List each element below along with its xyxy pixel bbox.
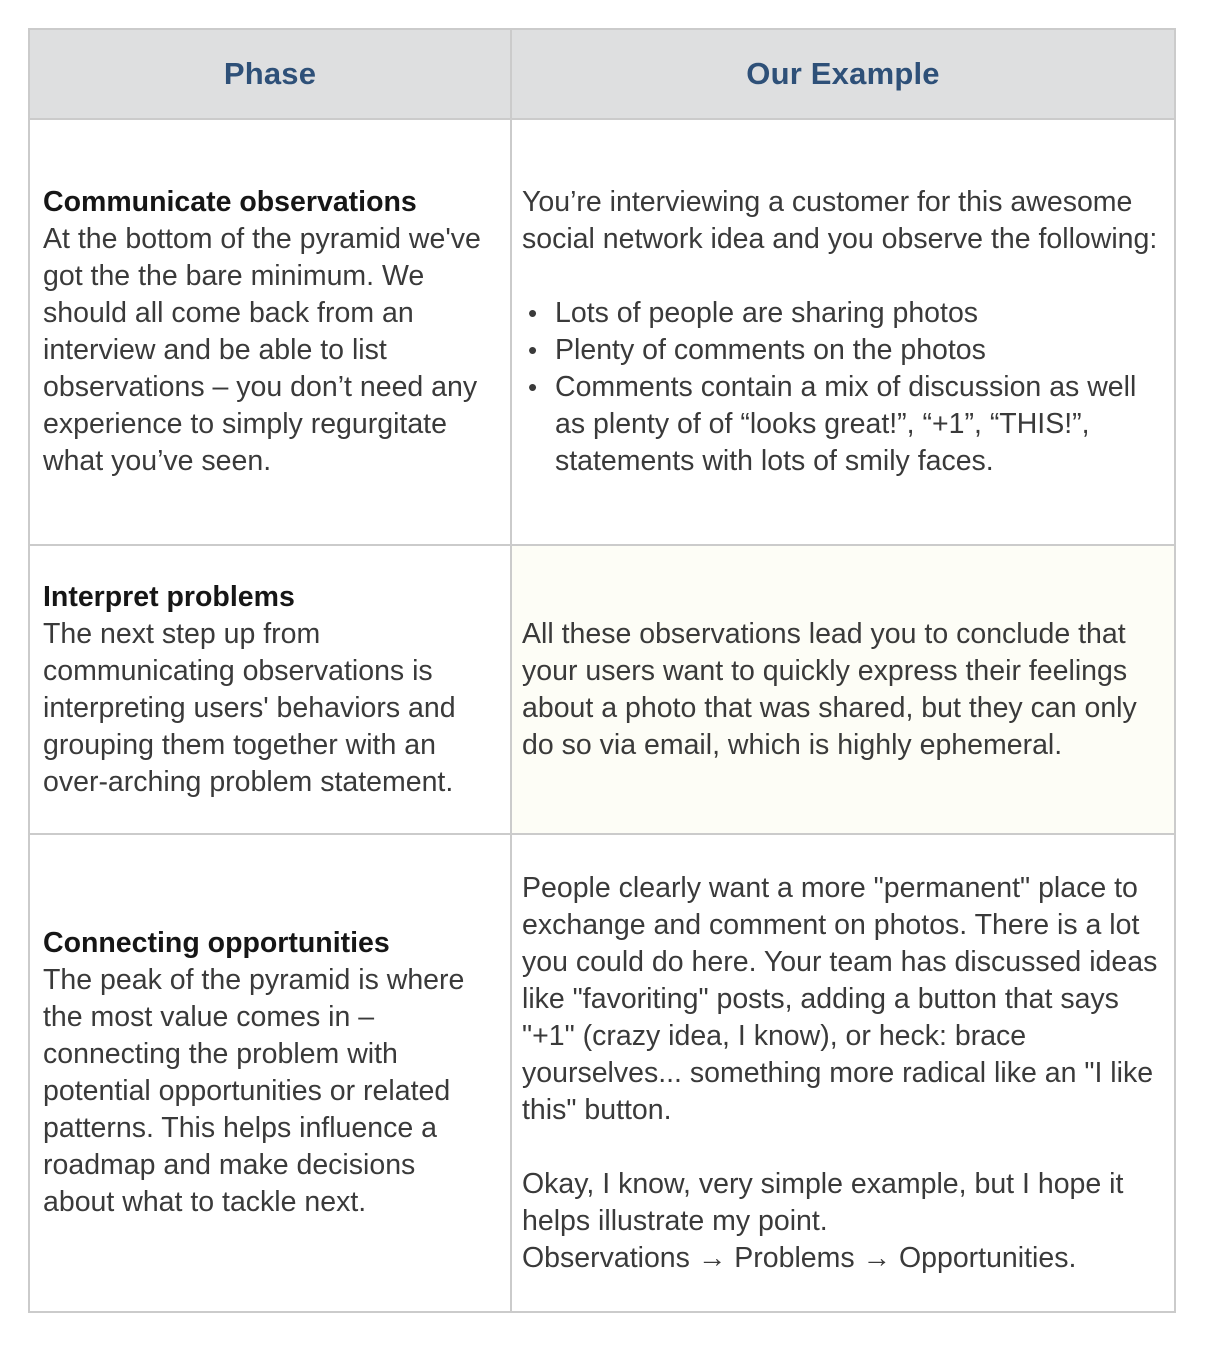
example-cell [511, 119, 1175, 545]
example-cell [511, 834, 1175, 1312]
phase-cell [29, 119, 511, 545]
phase-description: The peak of the pyramid is where the most value comes in – connecting the problem with potential opportunities or related patterns. This helps influence a roadmap and make decisions about what to tackle next. [43, 964, 465, 1218]
bullet-item: • Plenty of comments on the photos [522, 332, 1160, 369]
example-paragraph: People clearly want a more "permanent" place to exchange and comment on photos. There is a lot you could do here. Your team has discussed ideas like "favoriting" posts, adding a button that says "+1" (crazy idea, I know), or heck: brace yourselves... something more radical like an "I like this" button. [522, 871, 1158, 1126]
bullet-item: • Comments contain a mix of discussion as well as plenty of of “looks great!”, “+1”, “THIS!”, statements with lots of smily faces. [522, 369, 1160, 480]
phase-text [43, 184, 492, 480]
column-header-example: Our Example [511, 29, 1175, 119]
example-paragraph: You’re interviewing a customer for this awesome social network idea and you observe the following: [522, 186, 1158, 255]
phase-text [43, 579, 492, 801]
phase-title: Interpret problems [43, 580, 295, 613]
example-paragraph: All these observations lead you to conclude that your users want to quickly express their feelings about a photo that was shared, but they can only do so via email, which is highly ephemeral. [522, 617, 1137, 761]
column-header-phase: Phase [29, 29, 511, 119]
example-bullet-list [522, 295, 1160, 480]
phase-example-table [28, 28, 1176, 1313]
table-row [29, 119, 1175, 545]
phase-description: At the bottom of the pyramid we've got the the bare minimum. We should all come back from an interview and be able to list observations – you don’t need any experience to simply regurgitate what you’ve seen. [43, 223, 481, 477]
phase-description: The next step up from communicating observations is interpreting users' behaviors and grouping them together with an over-arching problem statement. [43, 617, 456, 798]
bullet-item: • Lots of people are sharing photos [522, 295, 1160, 332]
example-cell [511, 545, 1175, 834]
phase-title: Connecting opportunities [43, 927, 390, 959]
example-paragraph: Okay, I know, very simple example, but I hope it helps illustrate my point. Observations → Problems → Opportunities. [522, 1167, 1124, 1274]
table-row [29, 545, 1175, 834]
table-row [29, 834, 1175, 1312]
phase-cell [29, 545, 511, 834]
header-row [29, 29, 1175, 119]
phase-cell [29, 834, 511, 1312]
phase-title: Communicate observations [43, 186, 417, 218]
phase-text [43, 925, 492, 1221]
